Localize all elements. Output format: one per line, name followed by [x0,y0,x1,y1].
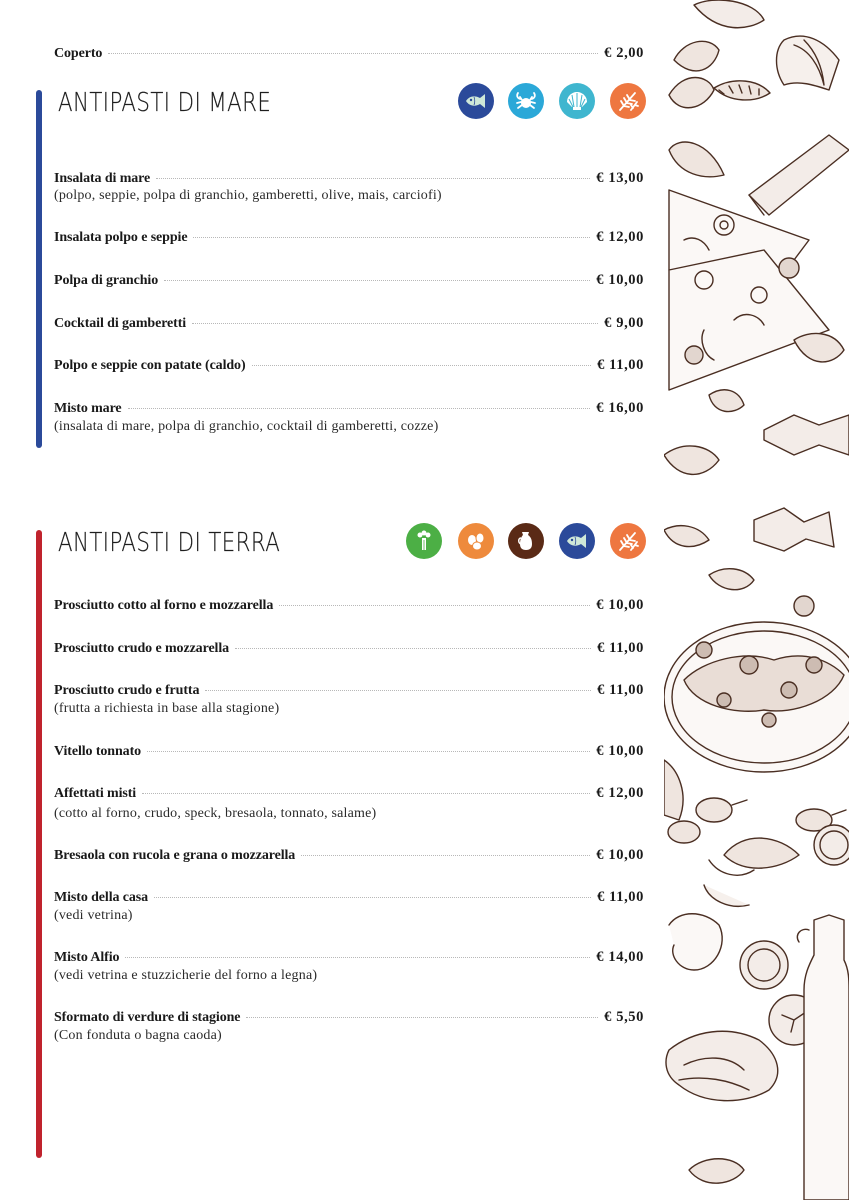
item-name: Misto della casa [54,890,149,905]
item-price: € 10,00 [596,743,644,759]
menu-item [54,743,644,763]
item-price: € 5,50 [604,1009,644,1025]
item-price: € 9,00 [604,315,644,331]
item-price: € 2,00 [604,45,644,61]
dot-leader [192,323,598,324]
item-price: € 10,00 [596,272,644,288]
item-description: (vedi vetrina e stuzzicherie del forno a legna) [54,968,318,983]
menu-item [54,1009,644,1029]
item-price: € 12,00 [596,785,644,801]
item-price: € 11,00 [597,889,644,905]
menu-item [54,889,644,909]
item-description: (vedi vetrina) [54,908,133,923]
menu-item [54,949,644,969]
menu-item [54,597,644,617]
dot-leader [252,365,592,366]
item-name: Insalata di mare [54,171,151,186]
item-price: € 11,00 [597,357,644,373]
item-name: Sformato di verdure di stagione [54,1010,241,1025]
dot-leader [164,280,590,281]
menu-item-coperto [54,45,644,65]
pizza-illustration [669,190,829,390]
wheat-icon [610,83,646,119]
menu-item [54,272,644,292]
food-illustration-panel [664,0,849,1200]
item-name: Polpo e seppie con patate (caldo) [54,358,246,373]
item-name: Cocktail di gamberetti [54,316,187,331]
wheat-icon [610,523,646,559]
dot-leader [301,855,590,856]
pasta-plate-illustration [664,622,849,772]
menu-item [54,400,644,420]
item-name: Misto mare [54,401,122,416]
item-name: Bresaola con rucola e grana o mozzarella [54,848,296,863]
section-title-terra: ANTIPASTI DI TERRA [58,528,281,558]
item-price: € 16,00 [596,400,644,416]
item-price: € 14,00 [596,949,644,965]
celery-icon [406,523,442,559]
menu-item [54,229,644,249]
dot-leader [246,1017,598,1018]
item-description: (frutta a richiesta in base alla stagione) [54,701,280,716]
section-accent-bar-mare [36,90,42,448]
section-accent-bar-terra [36,530,42,1158]
item-price: € 12,00 [596,229,644,245]
item-name: Polpa di granchio [54,273,159,288]
item-description: (cotto al forno, crudo, speck, bresaola, tonnato, salame) [54,806,377,821]
menu-item [54,847,644,867]
item-price: € 11,00 [597,682,644,698]
dot-leader [193,237,590,238]
item-name: Vitello tonnato [54,744,142,759]
crab-icon [508,83,544,119]
menu-item [54,170,644,190]
item-name: Insalata polpo e seppie [54,230,188,245]
item-price: € 10,00 [596,847,644,863]
milk-jug-icon [508,523,544,559]
item-name: Coperto [54,46,103,61]
item-name: Affettati misti [54,786,137,801]
dot-leader [156,178,590,179]
dot-leader [154,897,591,898]
dot-leader [205,690,591,691]
menu-item [54,785,644,805]
menu-item [54,682,644,702]
item-name: Prosciutto crudo e mozzarella [54,641,230,656]
item-name: Prosciutto crudo e frutta [54,683,200,698]
menu-item [54,357,644,377]
item-price: € 13,00 [596,170,644,186]
dot-leader [279,605,590,606]
dot-leader [128,408,591,409]
dot-leader [125,957,590,958]
item-description: (Con fonduta o bagna caoda) [54,1028,222,1043]
dot-leader [142,793,590,794]
dot-leader [147,751,590,752]
dot-leader [108,53,598,54]
item-description: (insalata di mare, polpa di granchio, cocktail di gamberetti, cozze) [54,419,439,434]
item-name: Prosciutto cotto al forno e mozzarella [54,598,274,613]
item-price: € 10,00 [596,597,644,613]
shell-icon [559,83,595,119]
item-description: (polpo, seppie, polpa di granchio, gamberetti, olive, mais, carciofi) [54,188,442,203]
fish-icon [559,523,595,559]
menu-item [54,315,644,335]
section-title-mare: ANTIPASTI DI MARE [58,88,272,118]
item-name: Misto Alfio [54,950,120,965]
fish-icon [458,83,494,119]
dot-leader [235,648,591,649]
menu-item [54,640,644,660]
eggs-icon [458,523,494,559]
item-price: € 11,00 [597,640,644,656]
